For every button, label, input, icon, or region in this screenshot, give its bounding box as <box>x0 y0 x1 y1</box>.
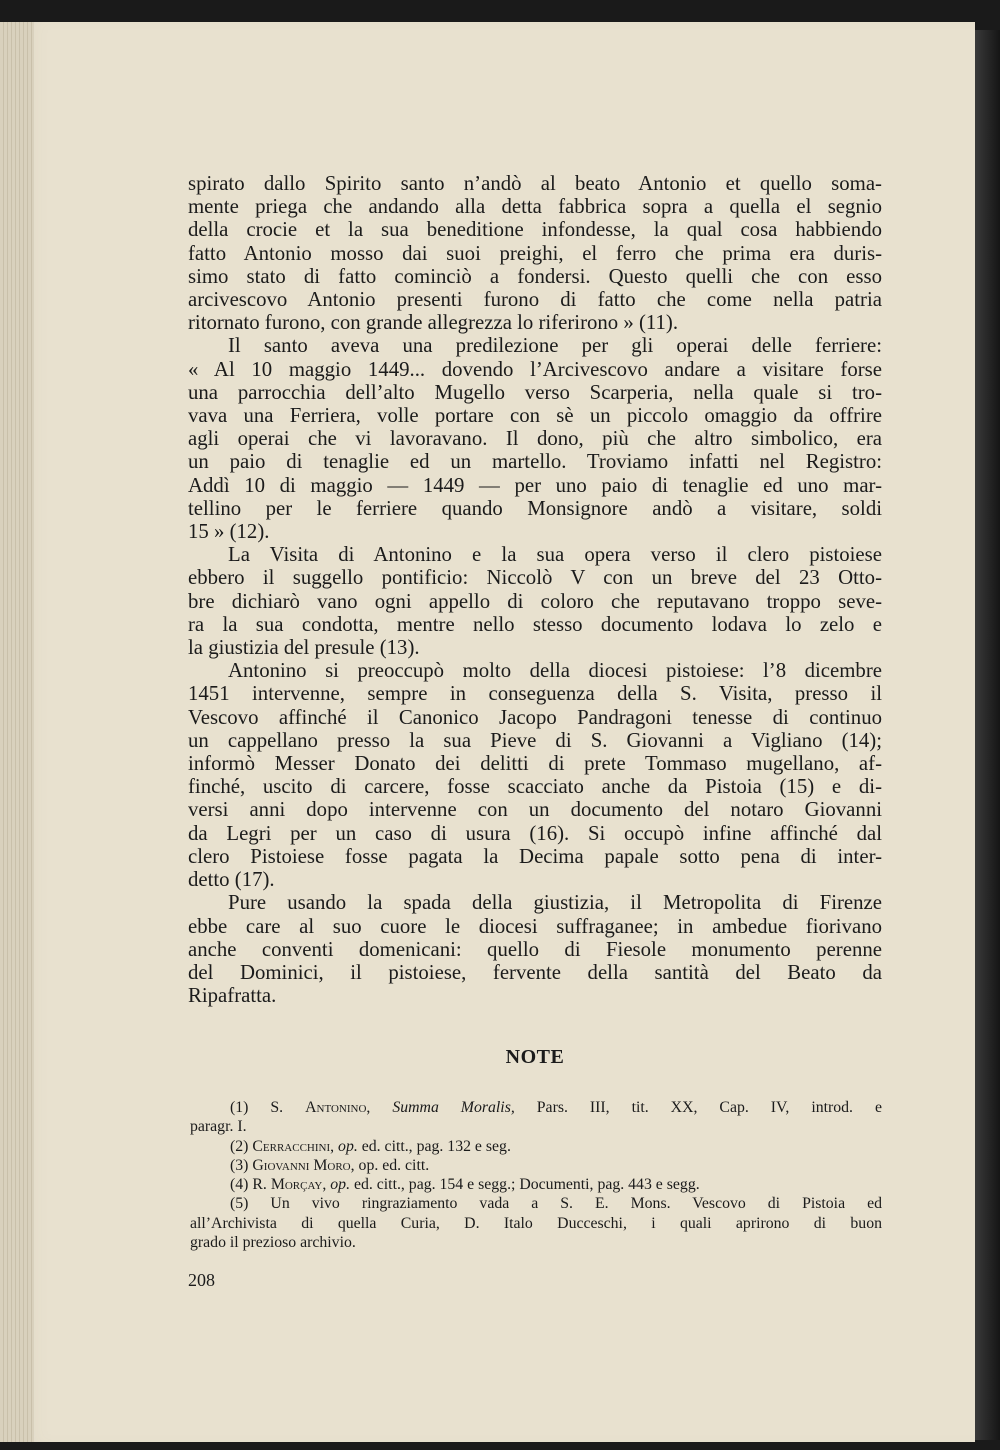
text-line: ra la sua condotta, mentre nello stesso documento lodava lo zelo e <box>188 612 882 636</box>
text-line: versi anni dopo intervenne con un documento del notaro Giovanni <box>188 798 882 822</box>
footnote-1-cont: paragr. I. <box>190 1118 247 1136</box>
text-line: tellino per le ferriere quando Monsignore andò a visitare, soldi <box>188 496 882 520</box>
footnote-number: (1) S. <box>230 1099 284 1116</box>
text-line: vava una Ferriera, volle portare con sè un piccolo omaggio da offrire <box>188 404 882 428</box>
text-line: arcivescovo Antonio presenti furono di fatto che come nella patria <box>188 288 882 312</box>
text-line: della crocie et la sua beneditione infondesse, la qual cosa habbiendo <box>188 218 882 242</box>
text-line: fatto Antonio mosso dai suoi preighi, el ferro che prima era duris- <box>188 241 882 265</box>
text-line: bre dichiarò vano ogni appello di coloro che reputavano troppo seve- <box>188 589 882 613</box>
text-line: mente priega che andando alla detta fabbrica sopra a quella el segnio <box>188 195 882 219</box>
footnote-text: ed. citt., pag. 154 e segg.; Documenti, pag. 443 e segg. <box>353 1176 700 1194</box>
footnote-title: Summa Moralis, <box>392 1099 515 1116</box>
text-line: Pure usando la spada della giustizia, il Metropolita di Firenze <box>228 891 882 915</box>
text-line: ebbe care al suo cuore le diocesi suffraganee; in ambedue fiorivano <box>188 914 882 938</box>
text-line: Addì 10 di maggio — 1449 — per uno paio di tenaglie ed uno mar- <box>188 473 882 497</box>
footnote-text: ed. citt., pag. 132 e seg. <box>361 1137 511 1155</box>
text-line: clero Pistoiese fosse pagata la Decima papale sotto pena di inter- <box>188 844 882 868</box>
footnote-text: op. ed. citt. <box>358 1156 430 1174</box>
footnote-5: (5) Un vivo ringraziamento vada a S. E. Mons. Vescovo di Pistoia ed <box>230 1195 882 1213</box>
page-number: 208 <box>188 1270 215 1290</box>
text-line: Il santo aveva una predilezione per gli operai delle ferriere: <box>228 334 882 358</box>
footnote-4 <box>190 1175 882 1194</box>
footnote-op: op. <box>338 1137 358 1155</box>
text-line: da Legri per un caso di usura (16). Si occupò infine affinché dal <box>188 821 882 845</box>
footnote-number: (3) <box>230 1156 249 1174</box>
footnote-5-cont: grado il prezioso archivio. <box>190 1234 356 1252</box>
text-line: Vescovo affinché il Canonico Jacopo Pandragoni tenesse di continuo <box>188 705 882 729</box>
footnote-1 <box>190 1098 882 1117</box>
footnote-author: Cerracchini, <box>252 1137 335 1155</box>
text-line: la giustizia del presule (13). <box>188 636 420 660</box>
footnote-3 <box>190 1156 882 1175</box>
text-line: 1451 intervenne, sempre in conseguenza della S. Visita, presso il <box>188 682 882 706</box>
footnote-number: (4) R. <box>230 1176 267 1194</box>
text-line: simo stato di fatto cominciò a fondersi. Questo quelli che con esso <box>188 264 882 288</box>
text-line: ritornato furono, con grande allegrezza lo riferirono » (11). <box>188 311 679 335</box>
footnote-author: Morçay, <box>270 1176 327 1194</box>
text-line: del Dominici, il pistoiese, fervente della santità del Beato da <box>188 960 882 984</box>
binding-shadow <box>975 30 1000 1440</box>
footnote-op: op. <box>330 1176 351 1194</box>
text-line: agli operai che vi lavoravano. Il dono, più che altro simbolico, era <box>188 427 882 451</box>
text-line: una parrocchia dell’alto Mugello verso Scarperia, nella quale si tro- <box>188 380 882 404</box>
page-edges <box>0 22 34 1442</box>
footnote-5-cont: all’Archivista di quella Curia, D. Italo Ducceschi, i quali aprirono di buon <box>190 1214 882 1232</box>
text-line: anche conventi domenicani: quello di Fiesole monumento perenne <box>188 937 882 961</box>
text-line: detto (17). <box>188 868 275 892</box>
text-line: spirato dallo Spirito santo n’andò al beato Antonio et quello soma- <box>188 172 882 195</box>
text-line: finché, uscito di carcere, fosse scacciato anche da Pistoia (15) e di- <box>188 775 882 799</box>
footnote-number: (2) <box>230 1137 249 1155</box>
text-line: Antonino si preoccupò molto della diocesi pistoiese: l’8 dicembre <box>228 659 882 683</box>
footnotes <box>190 1098 882 1252</box>
footnote-2 <box>190 1137 882 1156</box>
text-line: ebbero il suggello pontificio: Niccolò V con un breve del 23 Otto- <box>188 566 882 590</box>
text-line: informò Messer Donato dei delitti di prete Tommaso mugellano, af- <box>188 752 882 776</box>
notes-heading: NOTE <box>505 1046 565 1068</box>
text-line: La Visita di Antonino e la sua opera verso il clero pistoiese <box>228 543 882 567</box>
footnote-author: Giovanni Moro, <box>252 1156 355 1174</box>
text-line: un cappellano presso la sua Pieve di S. Giovanni a Vigliano (14); <box>188 728 882 752</box>
body-text <box>188 172 882 1007</box>
footnote-text: Pars. III, tit. XX, Cap. IV, introd. e <box>536 1099 882 1116</box>
footnote-author: Antonino, <box>305 1099 371 1116</box>
text-line: 15 » (12). <box>188 520 270 544</box>
text-line: un paio di tenaglie ed un martello. Troviamo infatti nel Registro: <box>188 450 882 474</box>
text-line: « Al 10 maggio 1449... dovendo l’Arcivescovo andare a visitare forse <box>188 357 882 381</box>
text-line: Ripafratta. <box>188 984 277 1008</box>
